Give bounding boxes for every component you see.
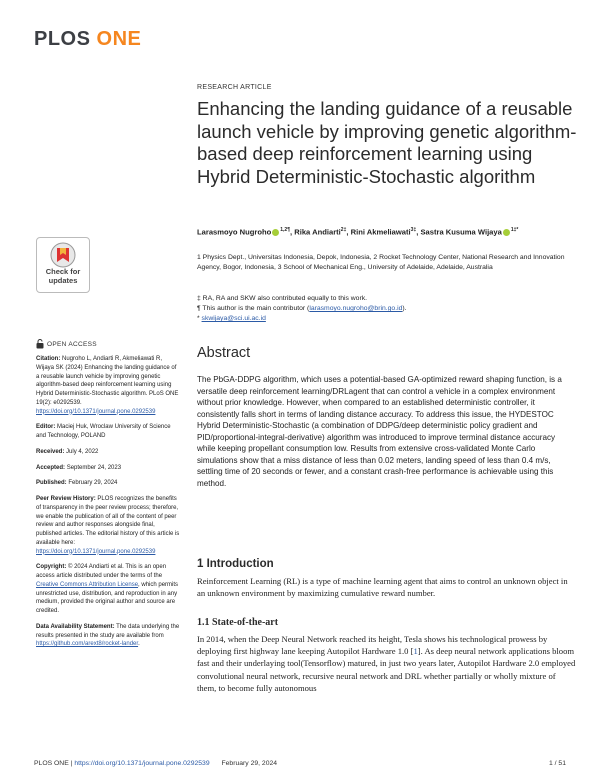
introduction-paragraph: Reinforcement Learning (RL) is a type of machine learning agent that aims to control an unknown object in an unknown environment by maximizing cumulative reward number. — [197, 576, 568, 599]
corresponding-email-link[interactable]: skwijaya@sci.ui.ac.id — [201, 315, 266, 323]
page-number: 1 / 51 — [548, 760, 566, 767]
corresponding-note: * skwijaya@sci.ui.ac.id — [197, 315, 266, 323]
copyright-block: Copyright: © 2024 Andiarti et al. This is an open access article distributed under the terms of the Creative Commons Attribution License, which permits unrestricted use, distribution, and reproduction in any medium, provided the original author and source are credited. — [36, 564, 179, 614]
data-availability-block: Data Availability Statement: The data underlying the results presented in the study are available from https://github.com/arext8/rocket-lander. — [36, 623, 180, 648]
article-title: Enhancing the landing guidance of a reusable launch vehicle by improving genetic algorithm-based deep reinforcement learning using Hybrid Deterministic-Stochastic algorithm — [197, 98, 577, 187]
author-affil-sup: 3‡ — [410, 227, 417, 233]
published-block: Published: February 29, 2024 — [36, 480, 118, 487]
logo-one: ONE — [96, 28, 142, 50]
check-for-updates-badge[interactable] — [36, 237, 90, 293]
editor-block: Editor: Maciej Huk, Wroclaw University of Science and Technology, POLAND — [36, 424, 171, 439]
author-list: Larasmoyo Nugroho $^{1,2\P}$, Rika Andiarti$^{2\ddagger}$, Rini Akmeliawati$^{3\ddagger}$, Sastra Kusuma Wijaya $^{1\ddagger*}$ — [197, 227, 519, 237]
footer-date: February 29, 2024 — [221, 760, 278, 767]
received-block: Received: July 4, 2022 — [36, 448, 99, 455]
state-of-the-art-paragraph: In 2014, when the Deep Neural Network reached its height, Tesla shows his technological prowess by deploying first highway lane keeping Autopilot Hardware 1.0 [1]. As deep neural network applications bloom fast and their underlaying tool(Tensorflow) matured, in just two years later, Autopilot Hardware 2.0 employed convolutional neural network, recursive neural network and DRL whether partially or wholly mixture of them, to become fully autonomous — [197, 634, 576, 693]
open-access-label: OPEN ACCESS — [47, 340, 97, 348]
section-heading-introduction: 1 Introduction — [197, 558, 274, 570]
open-lock-icon — [36, 339, 44, 349]
author-affil-sup: 2‡ — [340, 227, 347, 233]
crossmark-text-1: Check for — [45, 267, 81, 276]
article-type: RESEARCH ARTICLE — [197, 84, 272, 91]
section-heading-state-of-the-art: 1.1 State-of-the-art — [197, 617, 279, 628]
logo-plos: PLOS — [34, 28, 91, 50]
equal-contribution-note: ‡ RA, RA and SKW also contributed equally to this work. — [197, 295, 368, 302]
author-notes — [197, 294, 577, 325]
page-footer: PLOS ONE | https://doi.org/10.1371/journal.pone.0292539 February 29, 2024 1 / 51 — [34, 760, 566, 767]
author-name[interactable]: Sastra Kusuma Wijaya — [420, 227, 502, 237]
peer-review-block: Peer Review History: PLOS recognizes the benefits of transparency in the peer review process; therefore, we enable the publication of all of the content of peer review and author responses alongside final, published articles. The editorial history of this article is available here: https://doi.org/10.1371/journal.pone.0292539 — [36, 496, 180, 555]
author-name[interactable]: Larasmoyo Nugroho — [197, 227, 272, 237]
crossmark-icon — [50, 242, 76, 268]
author-name[interactable]: Rini Akmeliawati — [350, 227, 411, 237]
main-contributor-note: ¶ This author is the main contributor (larasmoyo.nugroho@brin.go.id). — [197, 305, 407, 313]
article-info-sidebar — [36, 355, 181, 656]
affiliations: 1 Physics Dept., Universitas Indonesia, Depok, Indonesia, 2 Rocket Technology Center, National Research and Innovation Agency, Bogor, Indonesia, 3 School of Mechanical Eng., University of Adelaide, Adelaide, Australia — [197, 254, 565, 272]
main-author-email-link[interactable]: larasmoyo.nugroho@brin.go.id — [309, 305, 403, 313]
accepted-block: Accepted: September 24, 2023 — [36, 464, 122, 471]
data-repository-link[interactable]: https://github.com/arext8/rocket-lander — [36, 641, 139, 648]
open-access-badge — [36, 339, 97, 349]
author-affil-sup: 1‡* — [510, 227, 519, 233]
citation-block: Citation: Nugroho L, Andiarti R, Akmeliawati R, Wijaya SK (2024) Enhancing the landing guidance of a reusable launch vehicle by improving genetic algorithm-based deep reinforcement learning using Hybrid Deterministic-Stochastic algorithm. PLoS ONE 19(2): e0292539. https://doi.org/10.1371/journal.pone.0292539 — [36, 356, 179, 415]
citation-doi-link[interactable]: https://doi.org/10.1371/journal.pone.0292539 — [36, 408, 156, 415]
orcid-icon[interactable] — [503, 229, 510, 236]
footer-doi-link[interactable]: https://doi.org/10.1371/journal.pone.0292539 — [74, 760, 210, 767]
author-name[interactable]: Rika Andiarti — [294, 227, 341, 237]
license-link[interactable]: Creative Commons Attribution License — [36, 581, 139, 588]
peer-review-link[interactable]: https://doi.org/10.1371/journal.pone.0292539 — [36, 548, 156, 555]
footer-journal: PLOS ONE — [34, 760, 69, 767]
reference-link[interactable]: 1 — [413, 646, 418, 657]
abstract-heading: Abstract — [197, 345, 251, 361]
author-affil-sup: 1,2¶ — [280, 227, 290, 233]
journal-logo — [34, 28, 141, 51]
crossmark-text-2: updates — [48, 275, 78, 285]
orcid-icon[interactable] — [272, 229, 279, 236]
abstract-text: The PbGA-DDPG algorithm, which uses a potential-based GA-optimized reward shaping function, is a versatile deep reinforcement learning/DRLagent that can control a vehicle in a complex environment without prior knowledge. However, when compared to an established deterministic controller, it consistently falls short in terms of landing distance accuracy. To address this issue, the HYDESTOC Hybrid Deterministic-Stochastic (a combination of DDPG/deep deterministic policy gradient and PID/proportional-integral-derivative) algorithm was introduced to improve terminal distance accuracy while keeping propellant consumption low. Results from extensive cross-validated Monte Carlo simulations show that a miss distance of less than 0.02 meters, landing speed of less than 0.4 m/s, settling time of 20 seconds or fewer, and a constant crash-free performance is achievable using this method. — [197, 375, 562, 488]
